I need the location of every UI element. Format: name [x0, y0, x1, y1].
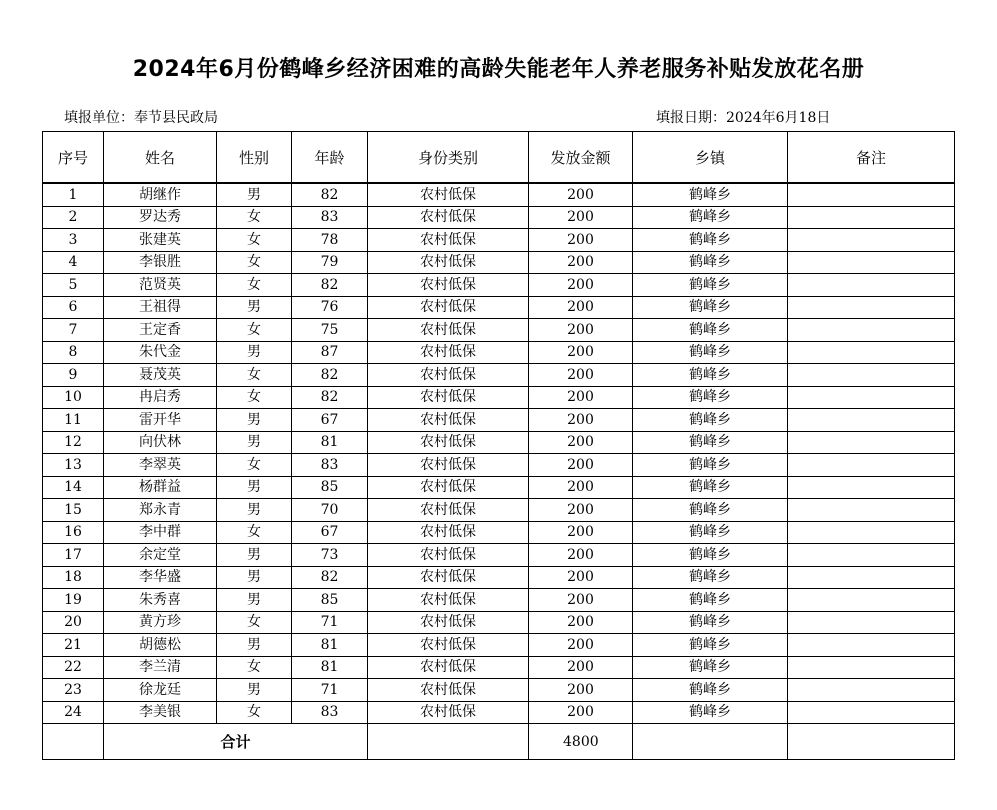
cell-gender: 男 — [217, 589, 292, 612]
cell-no: 12 — [43, 431, 104, 454]
cell-township: 鹤峰乡 — [633, 521, 788, 544]
cell-gender: 女 — [217, 656, 292, 679]
cell-township: 鹤峰乡 — [633, 499, 788, 522]
cell-age: 82 — [292, 364, 368, 387]
table-row — [43, 566, 955, 589]
cell-note — [788, 566, 955, 589]
cell-category: 农村低保 — [368, 431, 529, 454]
cell-no: 1 — [43, 183, 104, 206]
cell-gender: 女 — [217, 251, 292, 274]
cell-name: 徐龙廷 — [104, 679, 217, 702]
cell-category: 农村低保 — [368, 206, 529, 229]
cell-township: 鹤峰乡 — [633, 229, 788, 252]
header-cell-note: 备注 — [788, 132, 955, 184]
cell-age: 71 — [292, 611, 368, 634]
cell-gender: 女 — [217, 274, 292, 297]
cell-category: 农村低保 — [368, 476, 529, 499]
cell-note — [788, 364, 955, 387]
cell-age: 81 — [292, 634, 368, 657]
cell-no: 18 — [43, 566, 104, 589]
cell-category: 农村低保 — [368, 319, 529, 342]
header-cell-age: 年龄 — [292, 132, 368, 184]
cell-age: 82 — [292, 566, 368, 589]
cell-note — [788, 656, 955, 679]
cell-gender: 男 — [217, 341, 292, 364]
total-row — [43, 724, 955, 760]
cell-note — [788, 251, 955, 274]
cell-age: 75 — [292, 319, 368, 342]
cell-note — [788, 454, 955, 477]
table-row — [43, 386, 955, 409]
table-row — [43, 499, 955, 522]
cell-age: 71 — [292, 679, 368, 702]
cell-category: 农村低保 — [368, 566, 529, 589]
cell-category: 农村低保 — [368, 499, 529, 522]
cell-township: 鹤峰乡 — [633, 679, 788, 702]
cell-no: 4 — [43, 251, 104, 274]
cell-age: 73 — [292, 544, 368, 567]
cell-township: 鹤峰乡 — [633, 611, 788, 634]
cell-gender: 男 — [217, 499, 292, 522]
total-empty-cell — [633, 724, 788, 760]
table-row — [43, 183, 955, 206]
cell-gender: 女 — [217, 521, 292, 544]
cell-township: 鹤峰乡 — [633, 206, 788, 229]
cell-category: 农村低保 — [368, 544, 529, 567]
cell-no: 7 — [43, 319, 104, 342]
table-row — [43, 229, 955, 252]
header-cell-name: 姓名 — [104, 132, 217, 184]
table-row — [43, 476, 955, 499]
cell-gender: 女 — [217, 206, 292, 229]
cell-age: 85 — [292, 589, 368, 612]
cell-no: 5 — [43, 274, 104, 297]
cell-amount: 200 — [529, 656, 633, 679]
cell-amount: 200 — [529, 544, 633, 567]
cell-note — [788, 431, 955, 454]
cell-category: 农村低保 — [368, 341, 529, 364]
cell-name: 罗达秀 — [104, 206, 217, 229]
total-empty-cell — [788, 724, 955, 760]
cell-township: 鹤峰乡 — [633, 634, 788, 657]
header-cell-amount: 发放金额 — [529, 132, 633, 184]
total-amount: 4800 — [529, 724, 633, 760]
cell-no: 2 — [43, 206, 104, 229]
cell-amount: 200 — [529, 364, 633, 387]
table-row — [43, 454, 955, 477]
cell-gender: 男 — [217, 476, 292, 499]
cell-amount: 200 — [529, 566, 633, 589]
cell-no: 6 — [43, 296, 104, 319]
cell-gender: 女 — [217, 229, 292, 252]
table-row — [43, 589, 955, 612]
table-body — [43, 183, 955, 724]
cell-amount: 200 — [529, 454, 633, 477]
cell-gender: 男 — [217, 634, 292, 657]
cell-category: 农村低保 — [368, 589, 529, 612]
total-label: 合计 — [104, 724, 368, 760]
cell-name: 张建英 — [104, 229, 217, 252]
cell-name: 朱代金 — [104, 341, 217, 364]
cell-amount: 200 — [529, 409, 633, 432]
cell-category: 农村低保 — [368, 679, 529, 702]
cell-gender: 女 — [217, 454, 292, 477]
table-row — [43, 409, 955, 432]
table-row — [43, 634, 955, 657]
cell-gender: 男 — [217, 296, 292, 319]
cell-category: 农村低保 — [368, 656, 529, 679]
header-cell-category: 身份类别 — [368, 132, 529, 184]
cell-note — [788, 499, 955, 522]
table-row — [43, 206, 955, 229]
cell-gender: 女 — [217, 611, 292, 634]
header-cell-gender: 性别 — [217, 132, 292, 184]
table-row — [43, 341, 955, 364]
cell-note — [788, 341, 955, 364]
cell-note — [788, 206, 955, 229]
cell-amount: 200 — [529, 679, 633, 702]
cell-age: 83 — [292, 701, 368, 724]
cell-amount: 200 — [529, 499, 633, 522]
cell-name: 王定香 — [104, 319, 217, 342]
cell-amount: 200 — [529, 206, 633, 229]
cell-age: 67 — [292, 521, 368, 544]
cell-note — [788, 589, 955, 612]
cell-no: 20 — [43, 611, 104, 634]
cell-township: 鹤峰乡 — [633, 544, 788, 567]
table-row — [43, 611, 955, 634]
cell-no: 11 — [43, 409, 104, 432]
cell-age: 82 — [292, 183, 368, 206]
cell-township: 鹤峰乡 — [633, 701, 788, 724]
cell-name: 范贤英 — [104, 274, 217, 297]
cell-category: 农村低保 — [368, 183, 529, 206]
cell-amount: 200 — [529, 274, 633, 297]
cell-amount: 200 — [529, 589, 633, 612]
cell-category: 农村低保 — [368, 229, 529, 252]
cell-no: 19 — [43, 589, 104, 612]
cell-age: 87 — [292, 341, 368, 364]
cell-name: 冉启秀 — [104, 386, 217, 409]
table-row — [43, 296, 955, 319]
cell-note — [788, 611, 955, 634]
cell-no: 23 — [43, 679, 104, 702]
table-row — [43, 319, 955, 342]
cell-category: 农村低保 — [368, 386, 529, 409]
cell-township: 鹤峰乡 — [633, 183, 788, 206]
cell-note — [788, 544, 955, 567]
cell-township: 鹤峰乡 — [633, 341, 788, 364]
cell-age: 83 — [292, 206, 368, 229]
cell-no: 13 — [43, 454, 104, 477]
cell-amount: 200 — [529, 634, 633, 657]
cell-category: 农村低保 — [368, 251, 529, 274]
cell-amount: 200 — [529, 431, 633, 454]
cell-township: 鹤峰乡 — [633, 296, 788, 319]
cell-gender: 男 — [217, 183, 292, 206]
cell-no: 24 — [43, 701, 104, 724]
cell-category: 农村低保 — [368, 409, 529, 432]
cell-category: 农村低保 — [368, 521, 529, 544]
cell-note — [788, 296, 955, 319]
cell-gender: 男 — [217, 544, 292, 567]
cell-township: 鹤峰乡 — [633, 319, 788, 342]
cell-gender: 男 — [217, 566, 292, 589]
cell-amount: 200 — [529, 183, 633, 206]
cell-township: 鹤峰乡 — [633, 274, 788, 297]
cell-note — [788, 183, 955, 206]
cell-name: 李银胜 — [104, 251, 217, 274]
cell-amount: 200 — [529, 611, 633, 634]
cell-name: 雷开华 — [104, 409, 217, 432]
cell-note — [788, 274, 955, 297]
cell-gender: 女 — [217, 364, 292, 387]
cell-township: 鹤峰乡 — [633, 251, 788, 274]
cell-note — [788, 409, 955, 432]
cell-amount: 200 — [529, 521, 633, 544]
cell-township: 鹤峰乡 — [633, 431, 788, 454]
table-row — [43, 679, 955, 702]
cell-note — [788, 521, 955, 544]
cell-amount: 200 — [529, 319, 633, 342]
cell-age: 85 — [292, 476, 368, 499]
cell-name: 李美银 — [104, 701, 217, 724]
cell-name: 杨群益 — [104, 476, 217, 499]
cell-name: 黄方珍 — [104, 611, 217, 634]
cell-no: 8 — [43, 341, 104, 364]
cell-category: 农村低保 — [368, 454, 529, 477]
cell-note — [788, 386, 955, 409]
cell-township: 鹤峰乡 — [633, 589, 788, 612]
reporting-unit: 填报单位：奉节县民政局 — [64, 110, 218, 126]
cell-age: 83 — [292, 454, 368, 477]
cell-category: 农村低保 — [368, 274, 529, 297]
cell-township: 鹤峰乡 — [633, 566, 788, 589]
cell-township: 鹤峰乡 — [633, 409, 788, 432]
cell-name: 郑永青 — [104, 499, 217, 522]
cell-name: 王祖得 — [104, 296, 217, 319]
header-cell-township: 乡镇 — [633, 132, 788, 184]
table-row — [43, 251, 955, 274]
table-row — [43, 656, 955, 679]
cell-name: 胡继作 — [104, 183, 217, 206]
reporting-date: 填报日期：2024年6月18日 — [656, 110, 831, 126]
cell-gender: 女 — [217, 319, 292, 342]
cell-age: 70 — [292, 499, 368, 522]
cell-no: 15 — [43, 499, 104, 522]
table-row — [43, 544, 955, 567]
cell-name: 聂茂英 — [104, 364, 217, 387]
total-empty-cell — [43, 724, 104, 760]
cell-gender: 男 — [217, 409, 292, 432]
cell-note — [788, 679, 955, 702]
cell-age: 81 — [292, 656, 368, 679]
cell-age: 82 — [292, 274, 368, 297]
cell-amount: 200 — [529, 476, 633, 499]
cell-gender: 女 — [217, 386, 292, 409]
cell-township: 鹤峰乡 — [633, 454, 788, 477]
cell-gender: 女 — [217, 701, 292, 724]
cell-name: 余定堂 — [104, 544, 217, 567]
total-empty-cell — [368, 724, 529, 760]
roster-table — [42, 131, 955, 760]
cell-township: 鹤峰乡 — [633, 386, 788, 409]
cell-note — [788, 634, 955, 657]
table-row — [43, 274, 955, 297]
cell-category: 农村低保 — [368, 634, 529, 657]
cell-township: 鹤峰乡 — [633, 656, 788, 679]
cell-amount: 200 — [529, 701, 633, 724]
cell-amount: 200 — [529, 251, 633, 274]
cell-category: 农村低保 — [368, 364, 529, 387]
cell-name: 李华盛 — [104, 566, 217, 589]
cell-no: 21 — [43, 634, 104, 657]
cell-no: 3 — [43, 229, 104, 252]
cell-name: 李翠英 — [104, 454, 217, 477]
cell-gender: 男 — [217, 679, 292, 702]
cell-age: 78 — [292, 229, 368, 252]
cell-amount: 200 — [529, 386, 633, 409]
document-title: 2024年6月份鹤峰乡经济困难的高龄失能老年人养老服务补贴发放花名册 — [132, 57, 865, 82]
cell-note — [788, 701, 955, 724]
cell-category: 农村低保 — [368, 296, 529, 319]
cell-age: 82 — [292, 386, 368, 409]
cell-name: 胡德松 — [104, 634, 217, 657]
cell-age: 76 — [292, 296, 368, 319]
cell-no: 17 — [43, 544, 104, 567]
cell-amount: 200 — [529, 341, 633, 364]
cell-no: 9 — [43, 364, 104, 387]
table-row — [43, 364, 955, 387]
cell-name: 向伏林 — [104, 431, 217, 454]
cell-gender: 男 — [217, 431, 292, 454]
cell-no: 10 — [43, 386, 104, 409]
cell-no: 16 — [43, 521, 104, 544]
cell-name: 朱秀喜 — [104, 589, 217, 612]
header-cell-no: 序号 — [43, 132, 104, 184]
cell-note — [788, 319, 955, 342]
cell-age: 67 — [292, 409, 368, 432]
cell-name: 李中群 — [104, 521, 217, 544]
cell-age: 79 — [292, 251, 368, 274]
table-header-row — [43, 132, 955, 184]
table-row — [43, 521, 955, 544]
cell-no: 22 — [43, 656, 104, 679]
cell-township: 鹤峰乡 — [633, 364, 788, 387]
table-row — [43, 701, 955, 724]
cell-township: 鹤峰乡 — [633, 476, 788, 499]
cell-no: 14 — [43, 476, 104, 499]
cell-name: 李兰清 — [104, 656, 217, 679]
table-row — [43, 431, 955, 454]
cell-amount: 200 — [529, 229, 633, 252]
cell-note — [788, 229, 955, 252]
cell-amount: 200 — [529, 296, 633, 319]
cell-note — [788, 476, 955, 499]
cell-category: 农村低保 — [368, 701, 529, 724]
cell-category: 农村低保 — [368, 611, 529, 634]
cell-age: 81 — [292, 431, 368, 454]
